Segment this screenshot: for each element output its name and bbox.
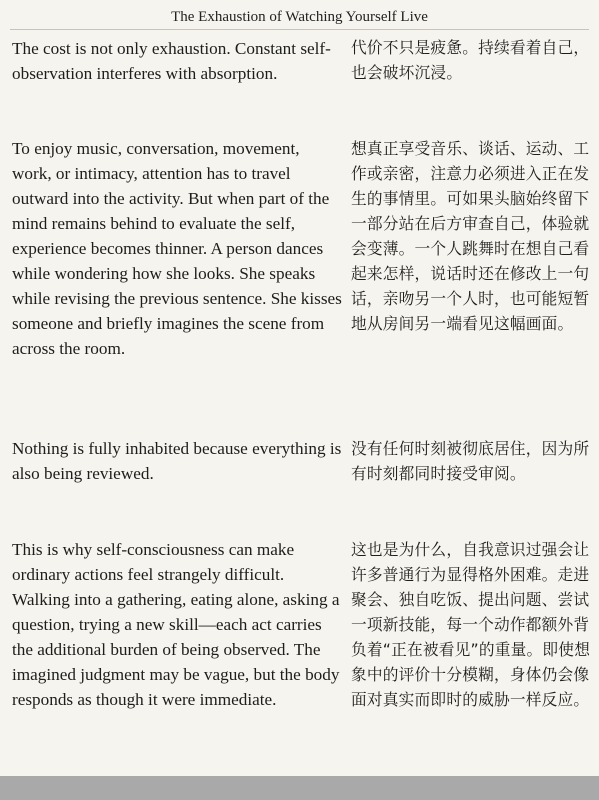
paragraph-chinese-2: 想真正享受音乐、谈话、运动、工作或亲密，注意力必须进入正在发生的事情里。可如果头脑始终留下一部分站在后方审查自己，体验就会变薄。一个人跳舞时在想自己看起来怎样，说话时还在修改上一句话，亲吻另一个人时，也可能短暂地从房间另一端看见这幅画面。: [351, 139, 590, 333]
paragraph-chinese-3: 没有任何时刻被彻底居住，因为所有时刻都同时接受审阅。: [351, 439, 590, 483]
header-divider: [10, 29, 589, 30]
paragraph-chinese-4: 这也是为什么，自我意识过强会让许多普通行为显得格外困难。走进聚会、独自吃饭、提出问题、尝试一项新技能，每一个动作都额外背负着“正在被看见”的重量。即使想象中的评价十分模糊，身体仍会像面对真实而即时的威胁一样反应。: [351, 540, 591, 709]
paragraph-chinese-1: 代价不只是疲惫。持续看着自己，也会破坏沉浸。: [351, 38, 590, 82]
paragraph-english-1: The cost is not only exhaustion. Constant self-observation interferes with absorption.: [12, 39, 331, 83]
paragraph-english-3: Nothing is fully inhabited because everything is also being reviewed.: [12, 439, 342, 483]
paragraph-english-4: This is why self-consciousness can make ordinary actions feel strangely difficult. Walking into a gathering, eating alone, asking a question, trying a new skill—each act carries the additional burden of being observed. The imagined judgment may be vague, but the body responds as though it were immediate.: [12, 540, 340, 709]
bottom-bar: [0, 776, 599, 800]
paragraph-english-2: To enjoy music, conversation, movement, work, or intimacy, attention has to travel outward into the activity. But when part of the mind remains behind to evaluate the self, experience becomes thinner. A person dances while wondering how she looks. She speaks while revising the previous sentence. She kisses someone and briefly imagines the scene from across the room.: [12, 139, 342, 358]
page-title: The Exhaustion of Watching Yourself Live: [171, 9, 428, 25]
